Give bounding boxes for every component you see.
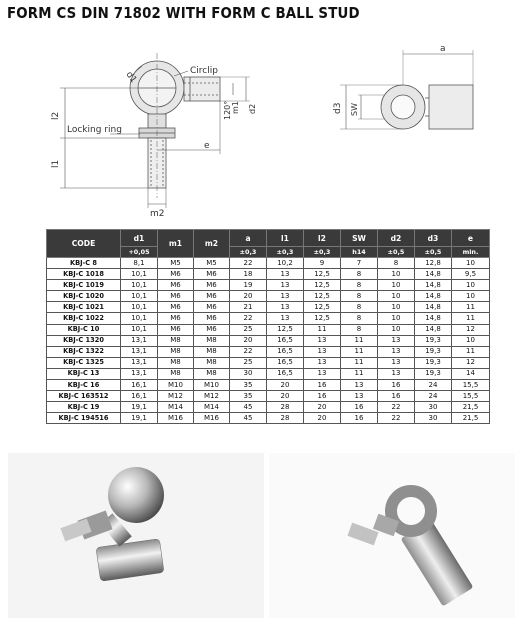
cell-d3: 14,8 xyxy=(415,313,452,324)
cell-sw: 8 xyxy=(341,291,378,302)
cell-d2: 16 xyxy=(378,391,415,402)
cell-code: KBJ-C 19 xyxy=(47,402,121,413)
cell-d2: 13 xyxy=(378,346,415,357)
cell-code: KBJ-C 1019 xyxy=(47,280,121,291)
cell-e: 12 xyxy=(452,324,490,335)
label-a: a xyxy=(440,44,446,54)
col-header-code: CODE xyxy=(47,230,121,258)
table-row xyxy=(47,380,490,391)
cell-l2: 13 xyxy=(304,357,341,368)
cell-d2: 16 xyxy=(378,380,415,391)
label-angle: 120° xyxy=(223,100,232,120)
cell-a: 25 xyxy=(230,357,267,368)
tol-d2: ±0,5 xyxy=(378,247,415,258)
table-row xyxy=(47,357,490,368)
label-l1: l1 xyxy=(51,159,61,168)
header-row xyxy=(47,230,490,247)
cell-l1: 13 xyxy=(267,291,304,302)
cell-code: KBJ-C 8 xyxy=(47,258,121,269)
cell-a: 22 xyxy=(230,258,267,269)
cell-sw: 11 xyxy=(341,368,378,379)
cell-d1: 10,1 xyxy=(121,302,158,313)
cell-l1: 10,2 xyxy=(267,258,304,269)
front-view xyxy=(340,50,473,129)
cell-l1: 20 xyxy=(267,391,304,402)
label-m1: m1 xyxy=(231,101,240,114)
cell-l2: 11 xyxy=(304,324,341,335)
label-sw: SW xyxy=(350,103,359,116)
col-header-d2: d2 xyxy=(378,230,415,247)
cell-l1: 13 xyxy=(267,269,304,280)
cell-m2: M8 xyxy=(194,368,230,379)
cell-d3: 12,8 xyxy=(415,258,452,269)
cell-sw: 8 xyxy=(341,324,378,335)
cell-m1: M8 xyxy=(158,346,194,357)
cell-e: 10 xyxy=(452,258,490,269)
cell-a: 25 xyxy=(230,324,267,335)
table-row xyxy=(47,280,490,291)
cell-d1: 16,1 xyxy=(121,391,158,402)
cell-a: 22 xyxy=(230,346,267,357)
cell-m2: M6 xyxy=(194,302,230,313)
cell-a: 30 xyxy=(230,368,267,379)
cell-sw: 16 xyxy=(341,413,378,424)
cell-d3: 24 xyxy=(415,380,452,391)
spec-table-body xyxy=(47,258,490,424)
cell-d2: 10 xyxy=(378,324,415,335)
cell-d3: 14,8 xyxy=(415,291,452,302)
cell-m1: M8 xyxy=(158,368,194,379)
cell-l2: 13 xyxy=(304,346,341,357)
cell-e: 10 xyxy=(452,335,490,346)
cell-d1: 19,1 xyxy=(121,402,158,413)
cell-d1: 13,1 xyxy=(121,368,158,379)
cell-a: 20 xyxy=(230,335,267,346)
cell-code: KBJ-C 10 xyxy=(47,324,121,335)
cell-d2: 13 xyxy=(378,335,415,346)
table-row xyxy=(47,346,490,357)
col-header-e: e xyxy=(452,230,490,247)
label-locking-ring: Locking ring xyxy=(67,125,122,135)
spec-table xyxy=(46,229,490,424)
cell-code: KBJ-C 1320 xyxy=(47,335,121,346)
cell-e: 12 xyxy=(452,357,490,368)
cell-a: 45 xyxy=(230,402,267,413)
technical-drawing xyxy=(0,28,523,224)
cell-e: 21,5 xyxy=(452,413,490,424)
cell-d1: 8,1 xyxy=(121,258,158,269)
cell-l1: 12,5 xyxy=(267,324,304,335)
table-row xyxy=(47,258,490,269)
cell-m1: M8 xyxy=(158,357,194,368)
cell-a: 35 xyxy=(230,380,267,391)
tol-d1: +0,05 xyxy=(121,247,158,258)
cell-m2: M16 xyxy=(194,413,230,424)
cell-d1: 10,1 xyxy=(121,313,158,324)
cell-e: 11 xyxy=(452,346,490,357)
cell-l2: 12,5 xyxy=(304,291,341,302)
cell-l1: 28 xyxy=(267,402,304,413)
cell-code: KBJ-C 1020 xyxy=(47,291,121,302)
cell-d2: 22 xyxy=(378,402,415,413)
cell-d3: 19,3 xyxy=(415,357,452,368)
cell-l1: 20 xyxy=(267,380,304,391)
cell-m2: M6 xyxy=(194,280,230,291)
cell-m2: M12 xyxy=(194,391,230,402)
table-row xyxy=(47,402,490,413)
cell-sw: 13 xyxy=(341,391,378,402)
label-l2: l2 xyxy=(51,111,61,120)
cell-l2: 16 xyxy=(304,391,341,402)
cell-l1: 16,5 xyxy=(267,357,304,368)
cell-m1: M6 xyxy=(158,313,194,324)
cell-l1: 16,5 xyxy=(267,368,304,379)
table-row xyxy=(47,302,490,313)
tol-a: ±0,3 xyxy=(230,247,267,258)
cell-d3: 30 xyxy=(415,413,452,424)
table-row xyxy=(47,413,490,424)
cell-l2: 20 xyxy=(304,402,341,413)
cell-m1: M5 xyxy=(158,258,194,269)
cell-code: KBJ-C 16 xyxy=(47,380,121,391)
cell-a: 18 xyxy=(230,269,267,280)
table-row xyxy=(47,269,490,280)
cell-e: 9,5 xyxy=(452,269,490,280)
cell-d2: 10 xyxy=(378,291,415,302)
cell-sw: 13 xyxy=(341,380,378,391)
table-row xyxy=(47,324,490,335)
cell-d3: 19,3 xyxy=(415,368,452,379)
cell-e: 10 xyxy=(452,291,490,302)
cell-d2: 10 xyxy=(378,280,415,291)
cell-m1: M8 xyxy=(158,335,194,346)
cell-code: KBJ-C 1022 xyxy=(47,313,121,324)
cell-l2: 20 xyxy=(304,413,341,424)
cell-e: 15,5 xyxy=(452,391,490,402)
label-e: e xyxy=(204,141,210,151)
label-d3: d3 xyxy=(333,102,343,114)
cell-d3: 19,3 xyxy=(415,346,452,357)
product-photo-right xyxy=(269,453,515,618)
cell-l1: 16,5 xyxy=(267,346,304,357)
col-header-sw: SW xyxy=(341,230,378,247)
cell-m2: M8 xyxy=(194,357,230,368)
cell-d1: 10,1 xyxy=(121,280,158,291)
cell-d2: 10 xyxy=(378,302,415,313)
cell-sw: 8 xyxy=(341,313,378,324)
cell-a: 22 xyxy=(230,313,267,324)
cell-code: KBJ-C 1018 xyxy=(47,269,121,280)
table-row xyxy=(47,313,490,324)
cell-a: 19 xyxy=(230,280,267,291)
cell-m1: M6 xyxy=(158,302,194,313)
tol-l1: ±0,3 xyxy=(267,247,304,258)
cell-code: KBJ-C 1322 xyxy=(47,346,121,357)
cell-d3: 14,8 xyxy=(415,280,452,291)
cell-d2: 10 xyxy=(378,313,415,324)
cell-m2: M8 xyxy=(194,335,230,346)
cell-code: KBJ-C 1021 xyxy=(47,302,121,313)
cell-e: 21,5 xyxy=(452,402,490,413)
col-header-m1: m1 xyxy=(158,230,194,258)
cell-d3: 14,8 xyxy=(415,302,452,313)
cell-sw: 8 xyxy=(341,280,378,291)
product-photo-left xyxy=(8,453,264,618)
cell-m1: M6 xyxy=(158,269,194,280)
cell-l2: 9 xyxy=(304,258,341,269)
tol-sw: h14 xyxy=(341,247,378,258)
tol-e: min. xyxy=(452,247,490,258)
cell-l1: 16,5 xyxy=(267,335,304,346)
tol-l2: ±0,3 xyxy=(304,247,341,258)
label-d1: d1 xyxy=(123,69,139,86)
cell-l2: 12,5 xyxy=(304,280,341,291)
col-header-d1: d1 xyxy=(121,230,158,247)
cell-sw: 8 xyxy=(341,269,378,280)
table-row xyxy=(47,335,490,346)
table-row xyxy=(47,368,490,379)
tol-d3: ±0,5 xyxy=(415,247,452,258)
page-title: FORM CS DIN 71802 WITH FORM C BALL STUD xyxy=(7,4,360,22)
cell-sw: 11 xyxy=(341,335,378,346)
cell-l2: 12,5 xyxy=(304,269,341,280)
cell-d1: 10,1 xyxy=(121,291,158,302)
cell-m2: M6 xyxy=(194,313,230,324)
cell-e: 10 xyxy=(452,280,490,291)
cell-m2: M14 xyxy=(194,402,230,413)
col-header-m2: m2 xyxy=(194,230,230,258)
cell-code: KBJ-C 163512 xyxy=(47,391,121,402)
cell-e: 11 xyxy=(452,313,490,324)
cell-l1: 13 xyxy=(267,302,304,313)
cell-e: 15,5 xyxy=(452,380,490,391)
table-row xyxy=(47,291,490,302)
cell-sw: 7 xyxy=(341,258,378,269)
cell-d2: 13 xyxy=(378,357,415,368)
cell-l2: 12,5 xyxy=(304,313,341,324)
table-row xyxy=(47,391,490,402)
cell-d1: 13,1 xyxy=(121,335,158,346)
cell-m1: M6 xyxy=(158,280,194,291)
cell-a: 45 xyxy=(230,413,267,424)
col-header-d3: d3 xyxy=(415,230,452,247)
cell-sw: 8 xyxy=(341,302,378,313)
cell-sw: 11 xyxy=(341,357,378,368)
cell-l1: 13 xyxy=(267,313,304,324)
cell-d1: 10,1 xyxy=(121,269,158,280)
cell-d1: 13,1 xyxy=(121,357,158,368)
cell-a: 35 xyxy=(230,391,267,402)
cell-m2: M6 xyxy=(194,269,230,280)
cell-l2: 13 xyxy=(304,335,341,346)
cell-m1: M16 xyxy=(158,413,194,424)
label-m2: m2 xyxy=(150,209,165,219)
cell-a: 20 xyxy=(230,291,267,302)
cell-m2: M6 xyxy=(194,324,230,335)
cell-d1: 10,1 xyxy=(121,324,158,335)
cell-d1: 16,1 xyxy=(121,380,158,391)
cell-code: KBJ-C 1325 xyxy=(47,357,121,368)
cell-e: 11 xyxy=(452,302,490,313)
cell-d2: 8 xyxy=(378,258,415,269)
cell-l2: 13 xyxy=(304,368,341,379)
col-header-l2: l2 xyxy=(304,230,341,247)
label-d2: d2 xyxy=(248,103,257,114)
cell-l1: 28 xyxy=(267,413,304,424)
cell-d3: 30 xyxy=(415,402,452,413)
cell-a: 21 xyxy=(230,302,267,313)
label-circlip: Circlip xyxy=(190,66,218,76)
cell-m2: M6 xyxy=(194,291,230,302)
cell-m2: M10 xyxy=(194,380,230,391)
cell-l1: 13 xyxy=(267,280,304,291)
cell-sw: 16 xyxy=(341,402,378,413)
cell-code: KBJ-C 194516 xyxy=(47,413,121,424)
cell-m2: M5 xyxy=(194,258,230,269)
cell-d2: 10 xyxy=(378,269,415,280)
cell-d2: 22 xyxy=(378,413,415,424)
cell-l2: 12,5 xyxy=(304,302,341,313)
cell-d2: 13 xyxy=(378,368,415,379)
cell-m1: M10 xyxy=(158,380,194,391)
cell-m1: M12 xyxy=(158,391,194,402)
cell-m1: M6 xyxy=(158,291,194,302)
cell-sw: 11 xyxy=(341,346,378,357)
cell-m2: M8 xyxy=(194,346,230,357)
cell-l2: 16 xyxy=(304,380,341,391)
cell-d1: 19,1 xyxy=(121,413,158,424)
cell-m1: M6 xyxy=(158,324,194,335)
cell-e: 14 xyxy=(452,368,490,379)
cell-d3: 14,8 xyxy=(415,269,452,280)
col-header-l1: l1 xyxy=(267,230,304,247)
col-header-a: a xyxy=(230,230,267,247)
cell-d1: 13,1 xyxy=(121,346,158,357)
cell-d3: 19,3 xyxy=(415,335,452,346)
cell-d3: 14,8 xyxy=(415,324,452,335)
cell-code: KBJ-C 13 xyxy=(47,368,121,379)
cell-d3: 24 xyxy=(415,391,452,402)
cell-m1: M14 xyxy=(158,402,194,413)
